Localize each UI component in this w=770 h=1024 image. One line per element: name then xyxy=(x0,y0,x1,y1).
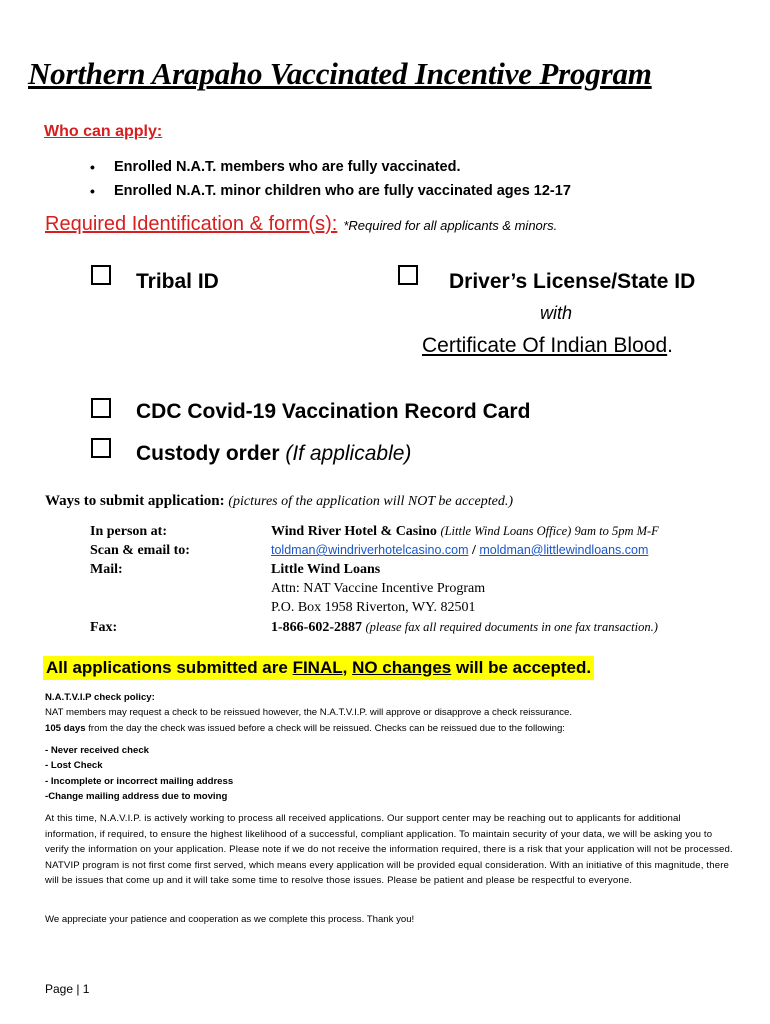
fax-value xyxy=(271,620,658,636)
final-notice-text-3: will be accepted. xyxy=(451,658,592,677)
ways-to-submit-heading-row xyxy=(45,493,513,510)
email-separator: / xyxy=(468,543,480,558)
with-text: with xyxy=(540,303,573,323)
reason-text: - Never received check xyxy=(45,745,149,756)
custody-label-text: Custody order xyxy=(136,442,280,465)
custody-checkbox[interactable] xyxy=(91,438,111,458)
reason-text: -Change mailing address due to moving xyxy=(45,791,228,802)
fax-note: (please fax all required documents in one fax transaction.) xyxy=(365,620,658,634)
cdc-card-checkbox[interactable] xyxy=(91,398,111,418)
final-word: FINAL xyxy=(292,658,343,677)
in-person-hours: (Little Wind Loans Office) 9am to 5pm M-F xyxy=(440,524,659,538)
email-link-moldman[interactable]: moldman@littlewindloans.com xyxy=(479,543,649,557)
mail-recipient: Little Wind Loans xyxy=(271,562,381,577)
certificate-label: Certificate Of Indian Blood xyxy=(422,334,668,357)
ways-to-submit-note: (pictures of the application will NOT be accepted.) xyxy=(228,494,513,509)
final-notice-banner xyxy=(43,656,594,680)
page-number-footer: Page | 1 xyxy=(45,982,90,996)
reason-item xyxy=(45,758,103,774)
email-link-toldman[interactable]: toldman@windriverhotelcasino.com xyxy=(271,543,469,557)
check-policy-heading-text: N.A.T.V.I.P check policy: xyxy=(45,692,155,703)
ways-to-submit-heading: Ways to submit application: xyxy=(45,493,225,509)
drivers-license-label: Driver’s License/State ID xyxy=(449,270,696,293)
who-can-apply-heading: Who can apply: xyxy=(44,123,163,140)
in-person-location: Wind River Hotel & Casino xyxy=(271,524,437,539)
reason-item xyxy=(45,774,233,790)
processing-paragraph: At this time, N.A.V.I.P. is actively working to process all received applications. Our support center may be reaching out to applicants for additional information, if required, to ensure the highest likelihood of a successful, compliant application. To maintain security of your data, we will be asking you to verify the information on your application. Please note if we do not receive the information required, there is a risk that your application will not be processed. NATVIP program is not first come first served, which means every application will be provided equal consideration. With an initiative of this magnitude, there will be issues that come up and it will take some time to resolve those issues. Please be patient and please be respectful to everyone. xyxy=(45,813,733,886)
cdc-card-label: CDC Covid-19 Vaccination Record Card xyxy=(136,400,531,423)
custody-label xyxy=(136,442,411,466)
check-policy-line-2-text: from the day the check was issued before a check will be reissued. Checks can be reissued due to the following: xyxy=(85,723,565,734)
in-person-label: In person at: xyxy=(90,524,168,539)
mail-line-3: P.O. Box 1958 Riverton, WY. 82501 xyxy=(271,600,476,615)
mail-label: Mail: xyxy=(90,562,123,577)
tribal-id-checkbox[interactable] xyxy=(91,265,111,285)
eligibility-item: • Enrolled N.A.T. minor children who are fully vaccinated ages 12-17 xyxy=(90,179,571,203)
no-changes-word: NO changes xyxy=(352,658,452,677)
check-policy-line-2 xyxy=(45,721,565,737)
eligibility-item: • Enrolled N.A.T. members who are fully vaccinated. xyxy=(90,155,571,179)
fax-number: 1-866-602-2887 xyxy=(271,620,362,635)
reason-text: - Lost Check xyxy=(45,760,103,771)
reason-item xyxy=(45,789,227,805)
scan-email-value xyxy=(271,543,648,559)
check-policy-days: 105 days xyxy=(45,723,86,734)
custody-note: (If applicable) xyxy=(285,442,412,465)
thank-you-line: We appreciate your patience and cooperation as we complete this process. Thank you! xyxy=(45,914,415,925)
required-id-heading: Required Identification & form(s): xyxy=(45,213,338,235)
in-person-value xyxy=(271,524,659,540)
reason-item xyxy=(45,743,149,759)
certificate-period: . xyxy=(667,334,673,357)
certificate-line xyxy=(422,334,673,358)
required-id-heading-row xyxy=(45,213,557,236)
fax-label: Fax: xyxy=(90,620,118,635)
required-id-note: *Required for all applicants & minors. xyxy=(343,218,558,233)
tribal-id-label: Tribal ID xyxy=(136,270,219,293)
final-notice-text-2: , xyxy=(342,658,353,677)
page-title: Northern Arapaho Vaccinated Incentive Program xyxy=(28,56,652,91)
final-notice-text-1: All applications submitted are xyxy=(46,658,293,677)
check-policy-heading xyxy=(45,690,155,706)
eligibility-list xyxy=(90,155,571,203)
mail-line-2: Attn: NAT Vaccine Incentive Program xyxy=(271,581,486,596)
reason-text: - Incomplete or incorrect mailing address xyxy=(45,776,234,787)
check-policy-line-1: NAT members may request a check to be reissued however, the N.A.T.V.I.P. will approve or disapprove a check reissurance. xyxy=(45,707,573,718)
scan-email-label: Scan & email to: xyxy=(90,543,190,558)
mail-line-1 xyxy=(271,562,380,578)
drivers-license-checkbox[interactable] xyxy=(398,265,418,285)
